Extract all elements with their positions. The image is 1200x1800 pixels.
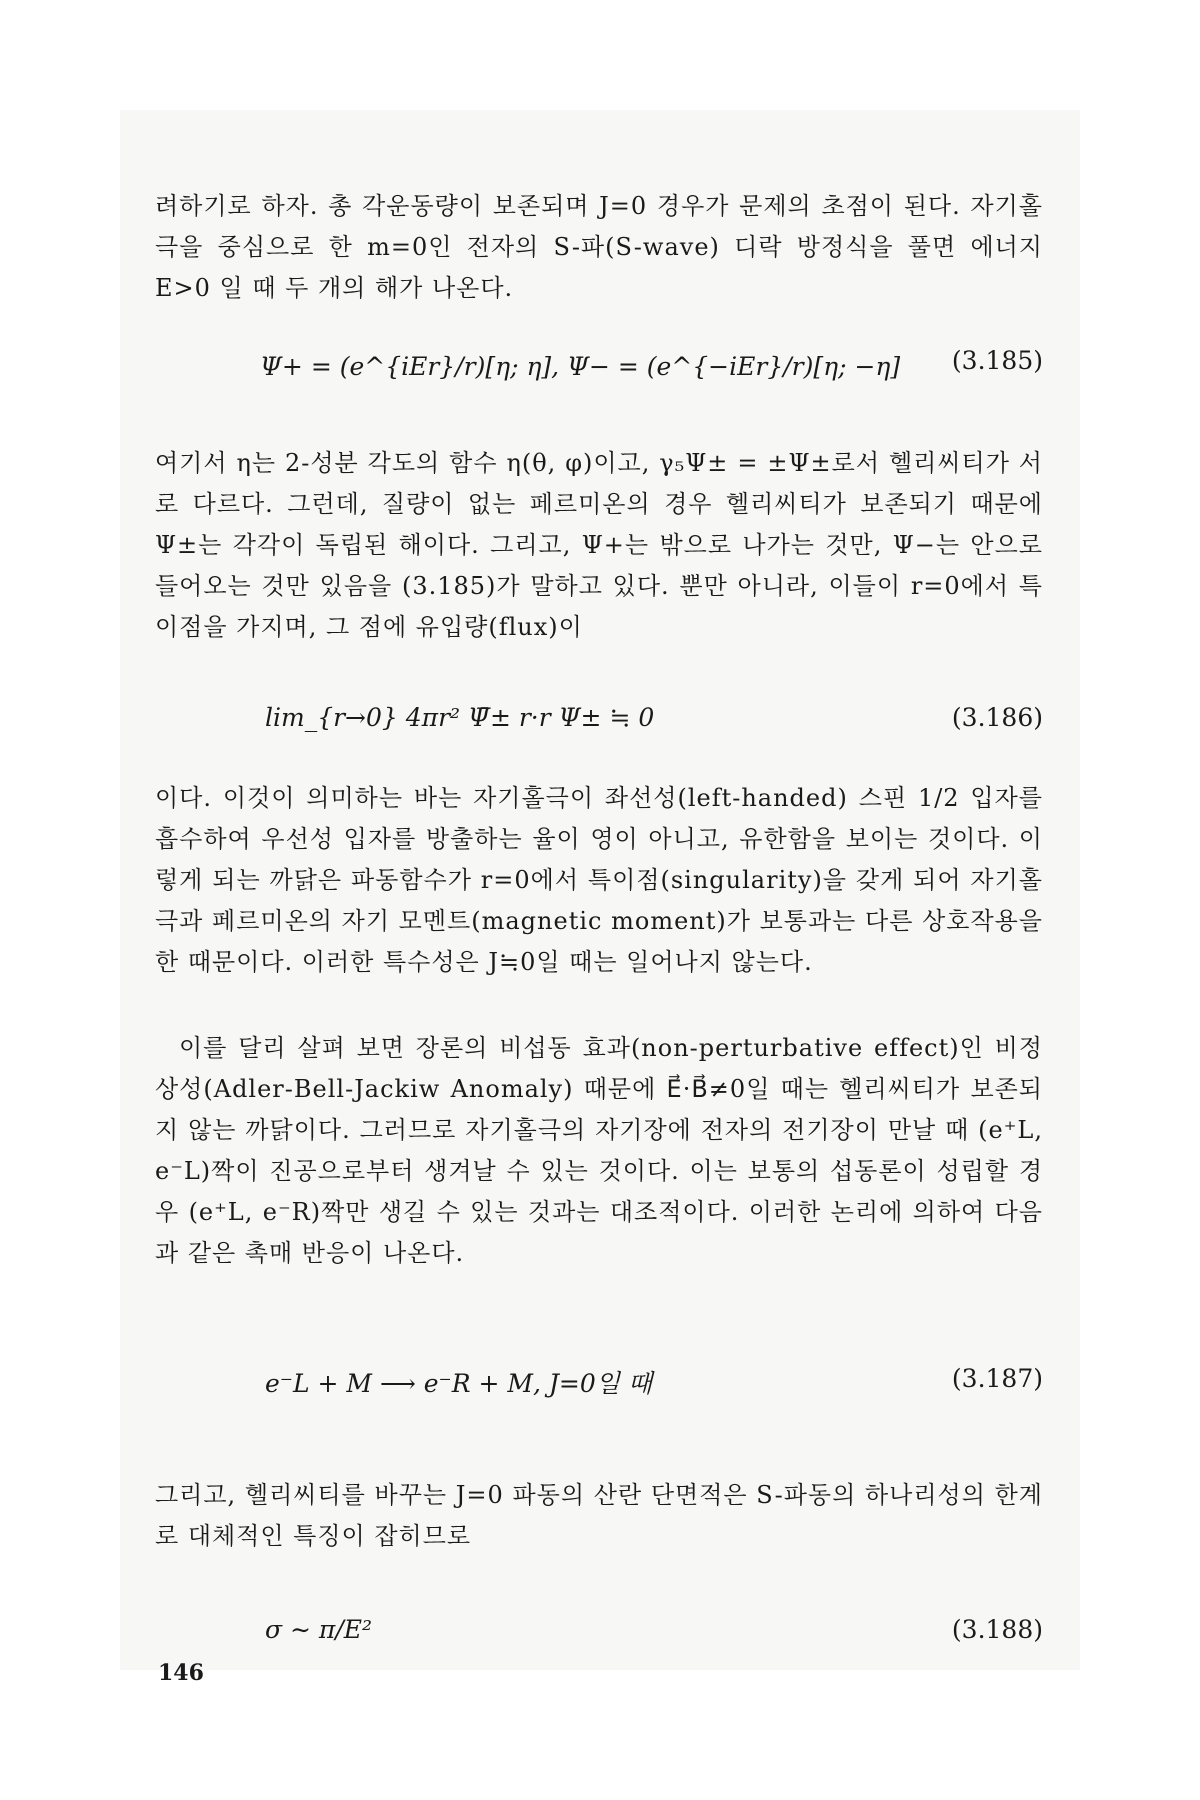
equation-3-185 — [155, 334, 1043, 424]
equation-3-186-number: (3.186) — [951, 703, 1043, 732]
equation-3-188-number: (3.188) — [951, 1615, 1043, 1644]
equation-3-187-expression: e⁻L + M ⟶ e⁻R + M, J=0일 때 — [265, 1369, 653, 1398]
equation-3-186-expression: lim_{r→0} 4πr² Ψ̄± r·r Ψ± ≒ 0 — [265, 703, 655, 732]
equation-3-188 — [155, 1615, 1043, 1675]
paragraph-5: 그리고, 헬리씨티를 바꾸는 J=0 파동의 산란 단면적은 S-파동의 하나리성의 한계로 대체적인 특징이 잡히므로 — [155, 1481, 1043, 1550]
equation-3-187 — [155, 1364, 1043, 1424]
paragraph-2: 여기서 η는 2-성분 각도의 함수 η(θ, φ)이고, γ₅Ψ± = ±Ψ±로서 헬리씨티가 서로 다르다. 그런데, 질량이 없는 페르미온의 경우 헬리씨티가 보존되기 때문에 Ψ±는 각각이 독립된 해이다. 그리고, Ψ+는 밖으로 나가는 것만, Ψ−는 안으로 들어오는 것만 있음을 (3.185)가 말하고 있다. 뿐만 아니라, 이들이 r=0에서 특이점을 가지며, 그 점에 유입량(flux)이 — [155, 449, 1043, 641]
equation-3-185-expression: Ψ+ = (e^{iEr}/r)[η; η], Ψ− = (e^{−iEr}/r)[η; −η] — [260, 352, 901, 381]
equation-3-187-number: (3.187) — [951, 1364, 1043, 1393]
equation-3-186 — [155, 703, 1043, 763]
equation-3-185-number: (3.185) — [951, 346, 1043, 375]
paragraph-1: 려하기로 하자. 총 각운동량이 보존되며 J=0 경우가 문제의 초점이 된다. 자기홀극을 중심으로 한 m=0인 전자의 S-파(S-wave) 디락 방정식을 풀면 에너지 E>0 일 때 두 개의 해가 나온다. — [155, 192, 1043, 302]
paragraph-4: 이를 달리 살펴 보면 장론의 비섭동 효과(non-perturbative effect)인 비정상성(Adler-Bell-Jackiw Anomaly) 때문에 E⃗·B⃗≠0일 때는 헬리씨티가 보존되지 않는 까닭이다. 그러므로 자기홀극의 자기장에 전자의 전기장이 만날 때 (e⁺L, e⁻L)짝이 진공으로부터 생겨날 수 있는 것이다. 이는 보통의 섭동론이 성립할 경우 (e⁺L, e⁻R)짝만 생길 수 있는 것과는 대조적이다. 이러한 논리에 의하여 다음과 같은 촉매 반응이 나온다. — [155, 1034, 1043, 1267]
paragraph-3: 이다. 이것이 의미하는 바는 자기홀극이 좌선성(left-handed) 스핀 1/2 입자를 흡수하여 우선성 입자를 방출하는 율이 영이 아니고, 유한함을 보이는 것이다. 이렇게 되는 까닭은 파동함수가 r=0에서 특이점(singularity)을 갖게 되어 자기홀극과 페르미온의 자기 모멘트(magnetic moment)가 보통과는 다른 상호작용을 한 때문이다. 이러한 특수성은 J≒0일 때는 일어나지 않는다. — [155, 784, 1043, 976]
page-number: 146 — [158, 1660, 204, 1686]
equation-3-188-expression: σ ∼ π/E² — [265, 1615, 373, 1644]
